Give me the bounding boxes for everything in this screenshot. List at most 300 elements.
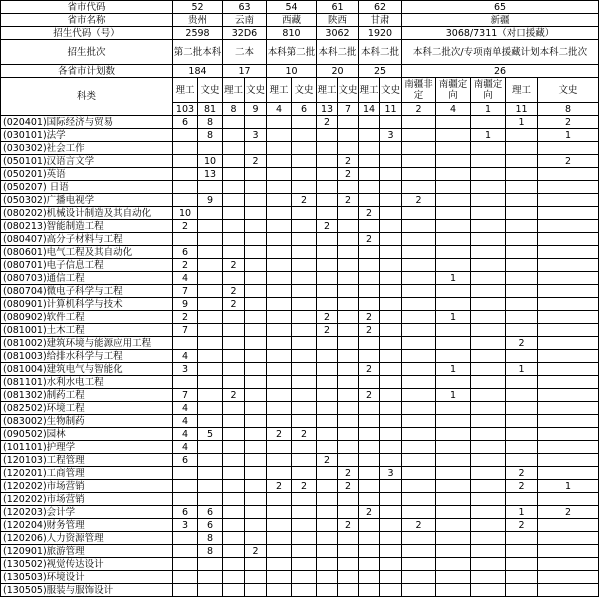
quota-cell <box>317 389 338 402</box>
quota-cell <box>402 337 436 350</box>
quota-cell: 4 <box>173 350 198 363</box>
major-name: (030302)社会工作 <box>1 142 173 155</box>
subject-total: 11 <box>506 103 538 116</box>
quota-cell: 2 <box>506 467 538 480</box>
quota-cell <box>338 584 359 597</box>
subject-total: 2 <box>402 103 436 116</box>
quota-cell <box>538 181 599 194</box>
quota-cell <box>436 233 471 246</box>
quota-cell <box>173 584 198 597</box>
table-row <box>1 467 599 480</box>
quota-cell <box>402 467 436 480</box>
quota-cell <box>538 415 599 428</box>
table-row <box>1 129 599 142</box>
batch-label: 招生批次 <box>1 40 173 65</box>
province-code: 61 <box>317 1 359 14</box>
quota-cell <box>359 168 380 181</box>
quota-cell <box>198 298 223 311</box>
quota-cell: 6 <box>198 519 223 532</box>
quota-cell <box>198 259 223 272</box>
major-rows <box>1 116 599 597</box>
quota-cell <box>338 545 359 558</box>
quota-cell <box>402 480 436 493</box>
quota-cell <box>402 532 436 545</box>
quota-cell <box>436 181 471 194</box>
province-code: 63 <box>223 1 267 14</box>
quota-cell <box>506 233 538 246</box>
quota-cell <box>245 311 267 324</box>
major-name: (130505)服装与服饰设计 <box>1 584 173 597</box>
quota-cell <box>292 532 317 545</box>
batch-value: 第二批本科 <box>173 40 223 65</box>
major-name: (050302)广播电视学 <box>1 194 173 207</box>
quota-cell <box>471 389 506 402</box>
quota-cell <box>506 168 538 181</box>
quota-cell <box>198 480 223 493</box>
quota-cell <box>538 493 599 506</box>
quota-cell <box>359 181 380 194</box>
quota-cell <box>402 168 436 181</box>
quota-cell <box>338 298 359 311</box>
quota-cell <box>292 311 317 324</box>
quota-cell <box>173 532 198 545</box>
major-name: (080901)计算机科学与技术 <box>1 298 173 311</box>
quota-cell <box>223 558 245 571</box>
quota-cell <box>267 129 292 142</box>
plan-value: 26 <box>402 65 599 78</box>
quota-cell <box>380 116 402 129</box>
quota-cell <box>436 532 471 545</box>
quota-cell: 1 <box>436 311 471 324</box>
quota-cell <box>173 480 198 493</box>
quota-cell <box>359 220 380 233</box>
quota-cell <box>317 259 338 272</box>
quota-cell: 1 <box>538 480 599 493</box>
quota-cell <box>436 298 471 311</box>
quota-cell <box>317 155 338 168</box>
quota-cell <box>506 441 538 454</box>
quota-cell: 1 <box>436 389 471 402</box>
quota-cell <box>223 545 245 558</box>
quota-cell <box>402 272 436 285</box>
quota-cell <box>223 467 245 480</box>
quota-cell <box>292 246 317 259</box>
quota-cell <box>317 129 338 142</box>
major-name: (120202)市场营销 <box>1 480 173 493</box>
quota-cell <box>317 428 338 441</box>
major-name: (120103)工程管理 <box>1 454 173 467</box>
quota-cell <box>436 493 471 506</box>
subject-total: 6 <box>292 103 317 116</box>
quota-cell <box>338 363 359 376</box>
quota-cell <box>538 194 599 207</box>
quota-cell <box>471 441 506 454</box>
quota-cell <box>198 584 223 597</box>
quota-cell <box>380 571 402 584</box>
subject-header: 文史 <box>338 78 359 103</box>
quota-cell <box>402 311 436 324</box>
quota-cell <box>198 285 223 298</box>
province-name: 甘肃 <box>359 14 402 27</box>
subject-header: 文史 <box>292 78 317 103</box>
quota-cell <box>436 454 471 467</box>
quota-cell <box>198 181 223 194</box>
quota-cell <box>292 181 317 194</box>
quota-cell: 4 <box>173 402 198 415</box>
major-name: (081302)制药工程 <box>1 389 173 402</box>
quota-cell <box>471 181 506 194</box>
quota-cell: 2 <box>338 519 359 532</box>
quota-cell: 9 <box>173 298 198 311</box>
quota-cell <box>223 272 245 285</box>
quota-cell <box>245 337 267 350</box>
quota-cell <box>317 194 338 207</box>
major-name: (081101)水利水电工程 <box>1 376 173 389</box>
quota-cell <box>402 363 436 376</box>
quota-cell <box>359 350 380 363</box>
quota-cell <box>292 324 317 337</box>
quota-cell <box>267 207 292 220</box>
enroll-code: 810 <box>267 27 317 40</box>
quota-cell <box>223 142 245 155</box>
quota-cell <box>538 350 599 363</box>
quota-cell <box>402 441 436 454</box>
quota-cell <box>359 532 380 545</box>
subject-header: 文史 <box>245 78 267 103</box>
quota-cell <box>380 389 402 402</box>
quota-cell <box>338 324 359 337</box>
quota-cell <box>506 142 538 155</box>
table-row <box>1 571 599 584</box>
quota-cell: 2 <box>173 311 198 324</box>
table-row <box>1 441 599 454</box>
quota-cell <box>173 571 198 584</box>
quota-cell <box>538 532 599 545</box>
subject-total: 8 <box>223 103 245 116</box>
quota-cell <box>471 324 506 337</box>
table-row <box>1 233 599 246</box>
quota-cell <box>436 519 471 532</box>
quota-cell <box>292 558 317 571</box>
quota-cell <box>380 441 402 454</box>
quota-cell <box>317 181 338 194</box>
quota-cell <box>471 376 506 389</box>
quota-cell <box>198 350 223 363</box>
quota-cell <box>267 142 292 155</box>
quota-cell: 2 <box>506 480 538 493</box>
quota-cell <box>317 272 338 285</box>
quota-cell <box>506 246 538 259</box>
quota-cell <box>402 259 436 272</box>
quota-cell <box>267 155 292 168</box>
quota-cell <box>245 285 267 298</box>
quota-cell <box>359 480 380 493</box>
quota-cell <box>198 493 223 506</box>
quota-cell: 2 <box>338 467 359 480</box>
quota-cell <box>506 285 538 298</box>
table-row <box>1 389 599 402</box>
quota-cell <box>359 493 380 506</box>
table-row <box>1 298 599 311</box>
major-name: (120206)人力资源管理 <box>1 532 173 545</box>
quota-cell <box>471 194 506 207</box>
enroll-code: 2598 <box>173 27 223 40</box>
quota-cell <box>198 389 223 402</box>
quota-cell <box>223 493 245 506</box>
subject-header: 理工 <box>223 78 245 103</box>
quota-cell <box>538 285 599 298</box>
quota-cell <box>292 155 317 168</box>
table-row <box>1 116 599 129</box>
table-row <box>1 584 599 597</box>
quota-cell <box>506 532 538 545</box>
quota-cell <box>359 298 380 311</box>
quota-cell <box>538 324 599 337</box>
plan-label: 各省市计划数 <box>1 65 173 78</box>
quota-cell <box>359 454 380 467</box>
quota-cell <box>267 415 292 428</box>
quota-cell <box>380 194 402 207</box>
quota-cell <box>359 116 380 129</box>
subject-header: 理工 <box>267 78 292 103</box>
quota-cell <box>402 129 436 142</box>
quota-cell <box>538 259 599 272</box>
quota-cell: 1 <box>506 506 538 519</box>
quota-cell <box>402 376 436 389</box>
quota-cell <box>380 363 402 376</box>
quota-cell: 7 <box>173 324 198 337</box>
quota-cell: 2 <box>245 155 267 168</box>
quota-cell <box>267 571 292 584</box>
quota-cell <box>317 233 338 246</box>
quota-cell <box>317 506 338 519</box>
quota-cell <box>223 480 245 493</box>
quota-cell <box>506 350 538 363</box>
quota-cell <box>538 571 599 584</box>
enroll-code: 1920 <box>359 27 402 40</box>
major-name: (081003)给排水科学与工程 <box>1 350 173 363</box>
major-label: 科类 <box>1 78 173 116</box>
quota-cell <box>173 168 198 181</box>
quota-cell <box>292 519 317 532</box>
quota-cell <box>471 259 506 272</box>
quota-cell <box>380 168 402 181</box>
quota-cell <box>359 155 380 168</box>
quota-cell <box>506 493 538 506</box>
quota-cell: 2 <box>359 233 380 246</box>
quota-cell <box>223 337 245 350</box>
quota-cell: 2 <box>292 194 317 207</box>
quota-cell <box>267 116 292 129</box>
quota-cell: 1 <box>506 116 538 129</box>
quota-cell: 2 <box>317 311 338 324</box>
quota-cell <box>223 168 245 181</box>
quota-cell <box>380 233 402 246</box>
quota-cell: 8 <box>198 116 223 129</box>
major-name: (081001)土木工程 <box>1 324 173 337</box>
quota-cell <box>317 493 338 506</box>
province-name: 陕西 <box>317 14 359 27</box>
quota-cell: 3 <box>380 467 402 480</box>
quota-cell <box>338 129 359 142</box>
quota-cell <box>380 376 402 389</box>
major-name: (130502)视觉传达设计 <box>1 558 173 571</box>
quota-cell <box>245 324 267 337</box>
quota-cell <box>506 129 538 142</box>
quota-cell <box>245 402 267 415</box>
major-name: (020401)国际经济与贸易 <box>1 116 173 129</box>
province-name-row <box>1 14 599 27</box>
quota-cell <box>436 506 471 519</box>
quota-cell: 2 <box>338 480 359 493</box>
enroll-code: 32D6 <box>223 27 267 40</box>
quota-cell <box>292 571 317 584</box>
quota-cell <box>317 207 338 220</box>
quota-cell: 2 <box>338 194 359 207</box>
subject-total: 81 <box>198 103 223 116</box>
quota-cell <box>267 337 292 350</box>
batch-value: 本科第二批 <box>267 40 317 65</box>
subject-total: 4 <box>267 103 292 116</box>
quota-cell <box>506 454 538 467</box>
province-name: 云南 <box>223 14 267 27</box>
quota-cell: 7 <box>173 285 198 298</box>
quota-cell <box>245 116 267 129</box>
quota-cell <box>506 571 538 584</box>
quota-cell <box>198 207 223 220</box>
quota-cell <box>317 363 338 376</box>
quota-cell <box>338 272 359 285</box>
quota-cell: 2 <box>506 519 538 532</box>
quota-cell <box>402 493 436 506</box>
quota-cell <box>317 142 338 155</box>
quota-cell <box>402 584 436 597</box>
quota-cell: 4 <box>173 272 198 285</box>
quota-cell <box>292 220 317 233</box>
quota-cell: 6 <box>173 454 198 467</box>
quota-cell <box>198 571 223 584</box>
subject-header: 南疆定向 <box>471 78 506 103</box>
quota-cell <box>506 259 538 272</box>
quota-cell <box>223 116 245 129</box>
quota-cell <box>198 233 223 246</box>
major-name: (080902)软件工程 <box>1 311 173 324</box>
quota-cell: 6 <box>173 116 198 129</box>
quota-cell <box>436 558 471 571</box>
quota-cell <box>436 350 471 363</box>
subject-total: 4 <box>436 103 471 116</box>
quota-cell <box>173 493 198 506</box>
quota-cell <box>245 207 267 220</box>
subject-header: 文史 <box>538 78 599 103</box>
quota-cell <box>223 415 245 428</box>
quota-cell <box>359 142 380 155</box>
quota-cell: 2 <box>267 480 292 493</box>
subject-total: 103 <box>173 103 198 116</box>
quota-cell <box>292 454 317 467</box>
quota-cell <box>538 311 599 324</box>
quota-cell: 1 <box>506 363 538 376</box>
quota-cell <box>267 402 292 415</box>
quota-cell: 4 <box>173 441 198 454</box>
table-row <box>1 402 599 415</box>
quota-cell: 2 <box>292 428 317 441</box>
quota-cell <box>245 441 267 454</box>
enroll-code-label: 招生代码（号） <box>1 27 173 40</box>
quota-cell <box>506 558 538 571</box>
quota-cell <box>359 428 380 441</box>
major-name: (080407)高分子材料与工程 <box>1 233 173 246</box>
quota-cell <box>471 558 506 571</box>
quota-cell: 9 <box>198 194 223 207</box>
quota-cell <box>538 233 599 246</box>
quota-cell <box>173 545 198 558</box>
quota-cell <box>471 428 506 441</box>
quota-cell <box>267 311 292 324</box>
quota-cell: 2 <box>317 324 338 337</box>
quota-cell <box>317 376 338 389</box>
quota-cell <box>436 441 471 454</box>
quota-cell: 2 <box>292 480 317 493</box>
quota-cell <box>245 519 267 532</box>
quota-cell <box>292 142 317 155</box>
batch-value: 本科二批 <box>317 40 359 65</box>
quota-cell <box>359 441 380 454</box>
table-row <box>1 207 599 220</box>
subject-header: 理工 <box>317 78 338 103</box>
quota-cell <box>267 350 292 363</box>
quota-cell <box>402 207 436 220</box>
quota-cell <box>359 285 380 298</box>
quota-cell <box>317 519 338 532</box>
quota-cell <box>267 324 292 337</box>
quota-cell: 2 <box>538 506 599 519</box>
quota-cell: 2 <box>402 194 436 207</box>
quota-cell: 1 <box>436 363 471 376</box>
quota-cell <box>245 467 267 480</box>
plan-value: 25 <box>359 65 402 78</box>
quota-cell <box>380 246 402 259</box>
table-row <box>1 155 599 168</box>
quota-cell <box>317 467 338 480</box>
quota-cell <box>317 168 338 181</box>
quota-cell <box>506 181 538 194</box>
quota-cell <box>471 337 506 350</box>
quota-cell <box>245 571 267 584</box>
quota-cell <box>471 350 506 363</box>
quota-cell <box>436 337 471 350</box>
quota-cell <box>292 116 317 129</box>
quota-cell: 2 <box>245 545 267 558</box>
major-name: (082502)环境工程 <box>1 402 173 415</box>
quota-cell <box>245 389 267 402</box>
quota-cell <box>538 142 599 155</box>
major-name: (080701)电子信息工程 <box>1 259 173 272</box>
quota-cell: 6 <box>173 506 198 519</box>
table-row <box>1 532 599 545</box>
quota-cell: 3 <box>173 363 198 376</box>
quota-cell <box>245 350 267 363</box>
quota-cell <box>223 441 245 454</box>
quota-cell <box>359 558 380 571</box>
quota-cell <box>267 259 292 272</box>
quota-cell <box>471 584 506 597</box>
quota-cell <box>267 467 292 480</box>
quota-cell <box>198 324 223 337</box>
quota-cell: 2 <box>223 389 245 402</box>
quota-cell: 2 <box>538 155 599 168</box>
quota-cell <box>359 194 380 207</box>
